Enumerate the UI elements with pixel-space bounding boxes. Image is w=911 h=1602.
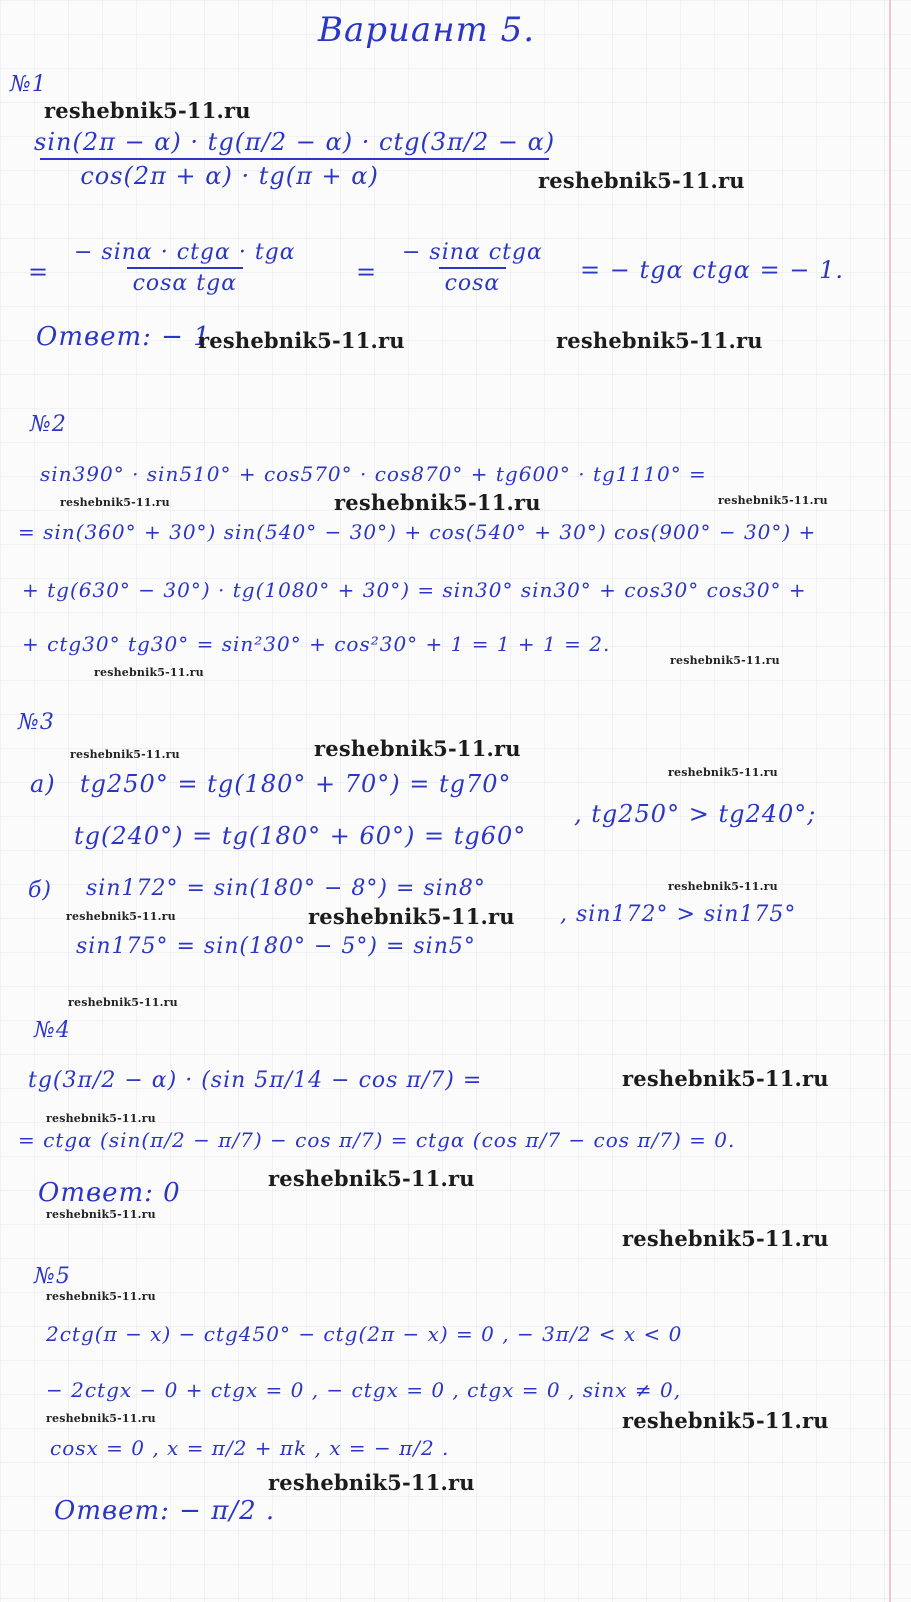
watermark: reshebnik5-11.ru: [46, 1208, 156, 1221]
watermark: reshebnik5-11.ru: [46, 1290, 156, 1303]
problem-4-line-1: tg(3π/2 − α) · (sin 5π/14 − cos π/7) =: [28, 1068, 483, 1093]
problem-1-step1-equals: =: [356, 258, 378, 286]
problem-4-number: №4: [34, 1018, 71, 1043]
problem-4-line-2: = ctgα (sin(π/2 − π/7) − cos π/7) = ctgα (cos π/7 − cos π/7) = 0.: [18, 1128, 736, 1152]
problem-2-line-4: + ctg30° tg30° = sin²30° + cos²30° + 1 = 1 + 1 = 2.: [22, 632, 611, 656]
watermark: reshebnik5-11.ru: [538, 168, 745, 193]
watermark: reshebnik5-11.ru: [670, 654, 780, 667]
problem-1-main-fraction: [28, 128, 561, 190]
problem-2-line-3: + tg(630° − 30°) · tg(1080° + 30°) = sin30° sin30° + cos30° cos30° +: [22, 578, 807, 602]
watermark: reshebnik5-11.ru: [308, 904, 515, 929]
watermark: reshebnik5-11.ru: [68, 996, 178, 1009]
watermark: reshebnik5-11.ru: [622, 1066, 829, 1091]
problem-3a-result: , tg250° > tg240°;: [574, 800, 817, 828]
watermark: reshebnik5-11.ru: [668, 880, 778, 893]
problem-1-step1-lead: =: [28, 258, 50, 286]
problem-1-denominator: cos(2π + α) · tg(π + α): [40, 158, 549, 190]
problem-3a-label: а): [30, 770, 56, 798]
watermark: reshebnik5-11.ru: [268, 1470, 475, 1495]
problem-1-step2-numerator: − sinα ctgα: [402, 240, 543, 265]
watermark: reshebnik5-11.ru: [314, 736, 521, 761]
problem-1-step1-fraction: [68, 240, 302, 296]
problem-1-step2-denominator: cosα: [439, 267, 507, 296]
problem-5-line-3: cosx = 0 , x = π/2 + πk , x = − π/2 .: [50, 1436, 450, 1460]
watermark: reshebnik5-11.ru: [198, 328, 405, 353]
watermark: reshebnik5-11.ru: [46, 1112, 156, 1125]
problem-2-number: №2: [30, 412, 67, 437]
watermark: reshebnik5-11.ru: [718, 494, 828, 507]
watermark: reshebnik5-11.ru: [668, 766, 778, 779]
problem-3b-label: б): [28, 878, 53, 903]
problem-5-line-1: 2ctg(π − x) − ctg450° − ctg(2π − x) = 0 , − 3π/2 < x < 0: [46, 1322, 683, 1346]
problem-3-number: №3: [18, 710, 55, 735]
problem-5-number: №5: [34, 1264, 71, 1289]
problem-4-answer: Ответ: 0: [38, 1178, 181, 1208]
watermark: reshebnik5-11.ru: [334, 490, 541, 515]
watermark: reshebnik5-11.ru: [94, 666, 204, 679]
watermark: reshebnik5-11.ru: [268, 1166, 475, 1191]
watermark: reshebnik5-11.ru: [622, 1226, 829, 1251]
problem-1-step1-numerator: − sinα · ctgα · tgα: [74, 240, 296, 265]
watermark: reshebnik5-11.ru: [60, 496, 170, 509]
problem-1-step2-fraction: [396, 240, 549, 296]
problem-1-step2-tail: = − tgα ctgα = − 1.: [580, 256, 844, 284]
problem-1-answer: Ответ: − 1: [36, 322, 211, 352]
problem-3a-line-2: tg(240°) = tg(180° + 60°) = tg60°: [74, 822, 527, 850]
watermark: reshebnik5-11.ru: [44, 98, 251, 123]
watermark: reshebnik5-11.ru: [556, 328, 763, 353]
problem-1-number: №1: [10, 72, 47, 97]
problem-1-step1-denominator: cosα tgα: [127, 267, 244, 296]
problem-2-line-2: = sin(360° + 30°) sin(540° − 30°) + cos(540° + 30°) cos(900° − 30°) +: [18, 520, 817, 544]
problem-1-numerator: sin(2π − α) · tg(π/2 − α) · ctg(3π/2 − α): [34, 128, 556, 156]
problem-5-line-2: − 2ctgx − 0 + ctgx = 0 , − ctgx = 0 , ctgx = 0 , sinx ≠ 0,: [46, 1378, 682, 1402]
problem-3b-result: , sin172° > sin175°: [560, 902, 797, 927]
problem-3b-line-1: sin172° = sin(180° − 8°) = sin8°: [86, 876, 486, 901]
problem-2-line-1: sin390° · sin510° + cos570° · cos870° + tg600° · tg1110° =: [40, 462, 707, 486]
problem-5-answer: Ответ: − π/2 .: [54, 1496, 276, 1526]
problem-3a-line-1: tg250° = tg(180° + 70°) = tg70°: [80, 770, 512, 798]
margin-line: [889, 0, 891, 1602]
watermark: reshebnik5-11.ru: [70, 748, 180, 761]
watermark: reshebnik5-11.ru: [46, 1412, 156, 1425]
watermark: reshebnik5-11.ru: [66, 910, 176, 923]
problem-3b-line-2: sin175° = sin(180° − 5°) = sin5°: [76, 934, 476, 959]
page-title: Вариант 5.: [318, 10, 536, 50]
watermark: reshebnik5-11.ru: [622, 1408, 829, 1433]
